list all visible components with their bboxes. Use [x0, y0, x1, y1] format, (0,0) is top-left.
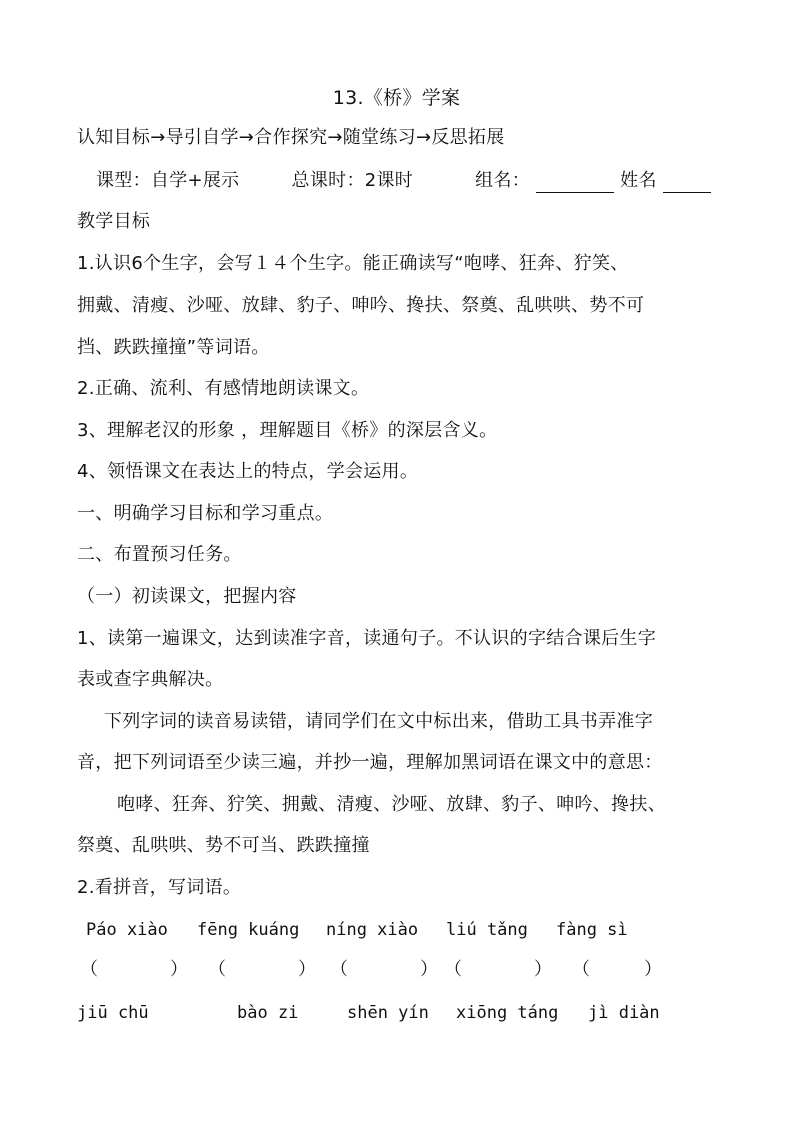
- group-label: 组名：: [475, 170, 531, 191]
- word-list-line-1: 咆哮、狂奔、狞笑、拥戴、清瘦、沙哑、放肆、豹子、呻吟、搀扶、: [117, 794, 666, 815]
- subsection-1-heading: （一）初读课文，把握内容: [77, 586, 297, 607]
- group-blank[interactable]: [536, 172, 614, 193]
- objective-4: 4、领悟课文在表达上的特点，学会运用。: [77, 461, 419, 482]
- task-2-heading: 2.看拼音，写词语。: [77, 877, 242, 898]
- objective-1-line-1: 1.认识6个生字，会写１４个生字。能正确读写“咆哮、狂奔、狞笑、: [77, 253, 629, 274]
- answer-blank[interactable]: （ ）: [444, 959, 552, 980]
- pinyin-item: fàng sì: [556, 920, 628, 940]
- answer-blank[interactable]: （ ）: [208, 959, 316, 980]
- answer-blank[interactable]: （ ）: [572, 959, 662, 980]
- name-blank[interactable]: [663, 172, 711, 193]
- task-1-line-1: 1、读第一遍课文，达到读准字音，读通句子。不认识的字结合课后生字: [77, 628, 657, 649]
- pinyin-item: xiōng táng: [456, 1003, 559, 1023]
- word-list-line-2: 祭奠、乱哄哄、势不可当、跌跌撞撞: [77, 835, 370, 856]
- name-label: 姓名: [620, 170, 657, 191]
- answer-blank[interactable]: （ ）: [330, 959, 438, 980]
- pinyin-item: Páo xiào: [86, 920, 168, 940]
- objective-2: 2.正确、流利、有感情地朗读课文。: [77, 378, 370, 399]
- objective-1-line-2: 拥戴、清瘦、沙哑、放肆、豹子、呻吟、搀扶、祭奠、乱哄哄、势不可: [77, 295, 645, 316]
- objective-1-line-3: 挡、跌跌撞撞”等词语。: [77, 337, 270, 358]
- course-info-row: [96, 169, 711, 193]
- pinyin-item: liú tǎng: [446, 920, 528, 940]
- section-1-heading: 一、明确学习目标和学习重点。: [77, 503, 334, 524]
- pinyin-item: shēn yín: [347, 1003, 429, 1023]
- pinyin-item: bào zi: [237, 1003, 299, 1023]
- course-hours: 总课时：2课时: [291, 170, 414, 191]
- pinyin-item: jì diàn: [588, 1003, 660, 1023]
- instruction-line-1: 下列字词的读音易读错，请同学们在文中标出来，借助工具书弄准字: [104, 711, 653, 732]
- section-2-heading: 二、布置预习任务。: [77, 544, 242, 565]
- objectives-heading: 教学目标: [77, 211, 151, 232]
- pinyin-item: fēng kuáng: [197, 920, 300, 940]
- instruction-line-2: 音，把下列词语至少读三遍，并抄一遍，理解加黑词语在课文中的意思：: [77, 752, 663, 773]
- pinyin-item: níng xiào: [326, 920, 419, 940]
- learning-flow: 认知目标→导引自学→合作探究→随堂练习→反思拓展: [77, 127, 505, 148]
- objective-3: 3、理解老汉的形象 ，理解题目《桥》的深层含义。: [77, 420, 498, 441]
- pinyin-item: jiū chū: [77, 1003, 149, 1023]
- answer-blank[interactable]: （ ）: [80, 959, 188, 980]
- page-title: 13.《桥》学案: [332, 87, 461, 109]
- task-1-line-2: 表或查字典解决。: [77, 669, 224, 690]
- course-type: 课型：自学+展示: [96, 170, 240, 191]
